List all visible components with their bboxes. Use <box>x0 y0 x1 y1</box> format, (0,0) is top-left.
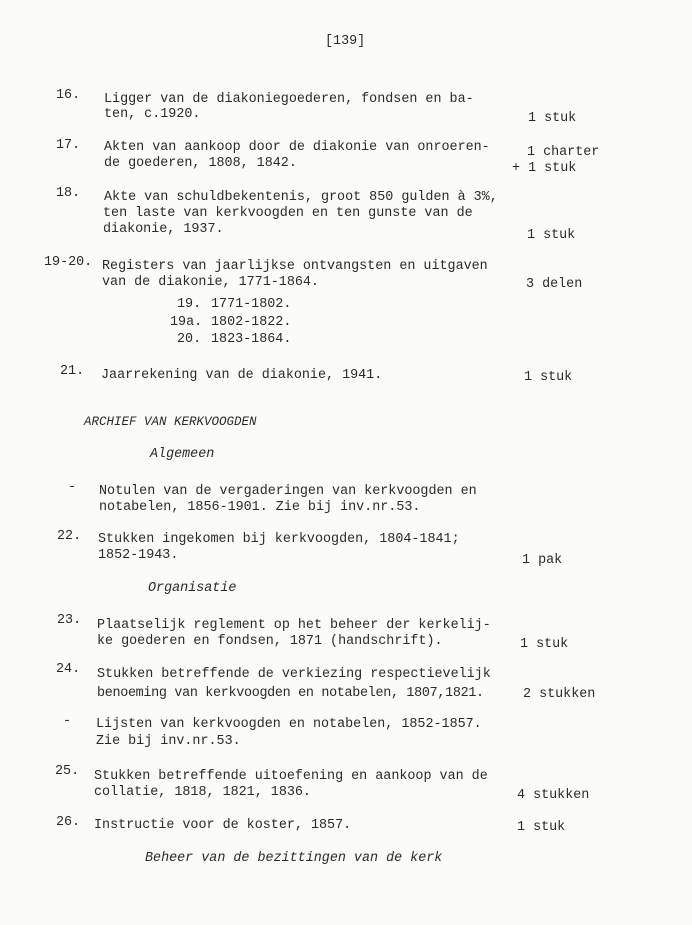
entry-quantity: 3 delen <box>526 277 583 292</box>
entry-line: Akte van schuldbekentenis, groot 850 gulden à 3%, <box>104 190 498 205</box>
entry-line: Instructie voor de koster, 1857. <box>94 818 352 833</box>
subsection-heading: Organisatie <box>148 581 237 596</box>
entry-line: Stukken betreffende uitoefening en aankoop van de <box>94 769 488 784</box>
entry-line: Lijsten van kerkvoogden en notabelen, 1852-1857. <box>96 717 482 732</box>
entry-line: Plaatselijk reglement op het beheer der kerkelij- <box>97 618 491 633</box>
entry-line: ten laste van kerkvoogden en ten gunste van de <box>103 206 473 221</box>
entry-line: 1852-1943. <box>98 548 179 563</box>
entry-quantity-extra: + 1 stuk <box>512 161 577 176</box>
subsection-heading: Beheer van de bezittingen van de kerk <box>145 851 443 866</box>
entry-number: 22. <box>57 529 82 544</box>
entry-line: Jaarrekening van de diakonie, 1941. <box>101 368 383 383</box>
page-number: [139] <box>325 34 366 49</box>
entry-line: Stukken betreffende de verkiezing respectievelijk <box>97 667 491 682</box>
entry-line: benoeming van kerkvoogden en notabelen, 1807,1821. <box>97 686 484 701</box>
entry-number: 21. <box>60 364 85 379</box>
entry-number: 26. <box>56 815 81 830</box>
entry-number: 19-20. <box>44 255 93 270</box>
entry-number: 17. <box>56 138 81 153</box>
section-heading: ARCHIEF VAN KERKVOOGDEN <box>84 415 257 429</box>
entry-line: van de diakonie, 1771-1864. <box>102 275 319 290</box>
entry-number: 25. <box>55 764 80 779</box>
entry-quantity: 1 stuk <box>528 111 577 126</box>
subsection-heading: Algemeen <box>150 447 215 462</box>
entry-number: - <box>68 480 77 495</box>
entry-line: Registers van jaarlijkse ontvangsten en uitgaven <box>102 259 488 274</box>
entry-quantity: 1 pak <box>522 553 563 568</box>
entry-line: Zie bij inv.nr.53. <box>96 734 241 749</box>
sub-entry-text: 1823-1864. <box>211 332 292 347</box>
entry-line: notabelen, 1856-1901. Zie bij inv.nr.53. <box>99 500 421 515</box>
entry-line: Ligger van de diakoniegoederen, fondsen en ba- <box>104 92 474 107</box>
entry-quantity: 4 stukken <box>517 788 590 803</box>
entry-number: 24. <box>56 662 81 677</box>
sub-entry-text: 1802-1822. <box>211 315 292 330</box>
sub-entry-number: 19a. <box>170 315 203 330</box>
sub-entry-number: 20. <box>177 332 202 347</box>
entry-line: de goederen, 1808, 1842. <box>104 156 297 171</box>
entry-line: Akten van aankoop door de diakonie van onroeren- <box>104 140 490 155</box>
entry-line: Notulen van de vergaderingen van kerkvoogden en <box>99 484 477 499</box>
entry-quantity: 1 stuk <box>520 637 569 652</box>
entry-number: 23. <box>57 613 82 628</box>
entry-quantity: 1 stuk <box>524 370 573 385</box>
entry-quantity: 1 stuk <box>517 820 566 835</box>
entry-line: diakonie, 1937. <box>103 222 224 237</box>
entry-quantity: 1 charter <box>527 145 600 160</box>
entry-line: ten, c.1920. <box>104 107 201 122</box>
entry-line: collatie, 1818, 1821, 1836. <box>94 785 311 800</box>
entry-line: ke goederen en fondsen, 1871 (handschrift). <box>97 634 443 649</box>
entry-number: - <box>63 714 72 729</box>
sub-entry-text: 1771-1802. <box>211 297 292 312</box>
entry-number: 18. <box>56 186 81 201</box>
entry-quantity: 2 stukken <box>523 687 596 702</box>
entry-line: Stukken ingekomen bij kerkvoogden, 1804-1841; <box>98 532 460 547</box>
sub-entry-number: 19. <box>177 297 202 312</box>
entry-number: 16. <box>56 88 81 103</box>
entry-quantity: 1 stuk <box>527 228 576 243</box>
